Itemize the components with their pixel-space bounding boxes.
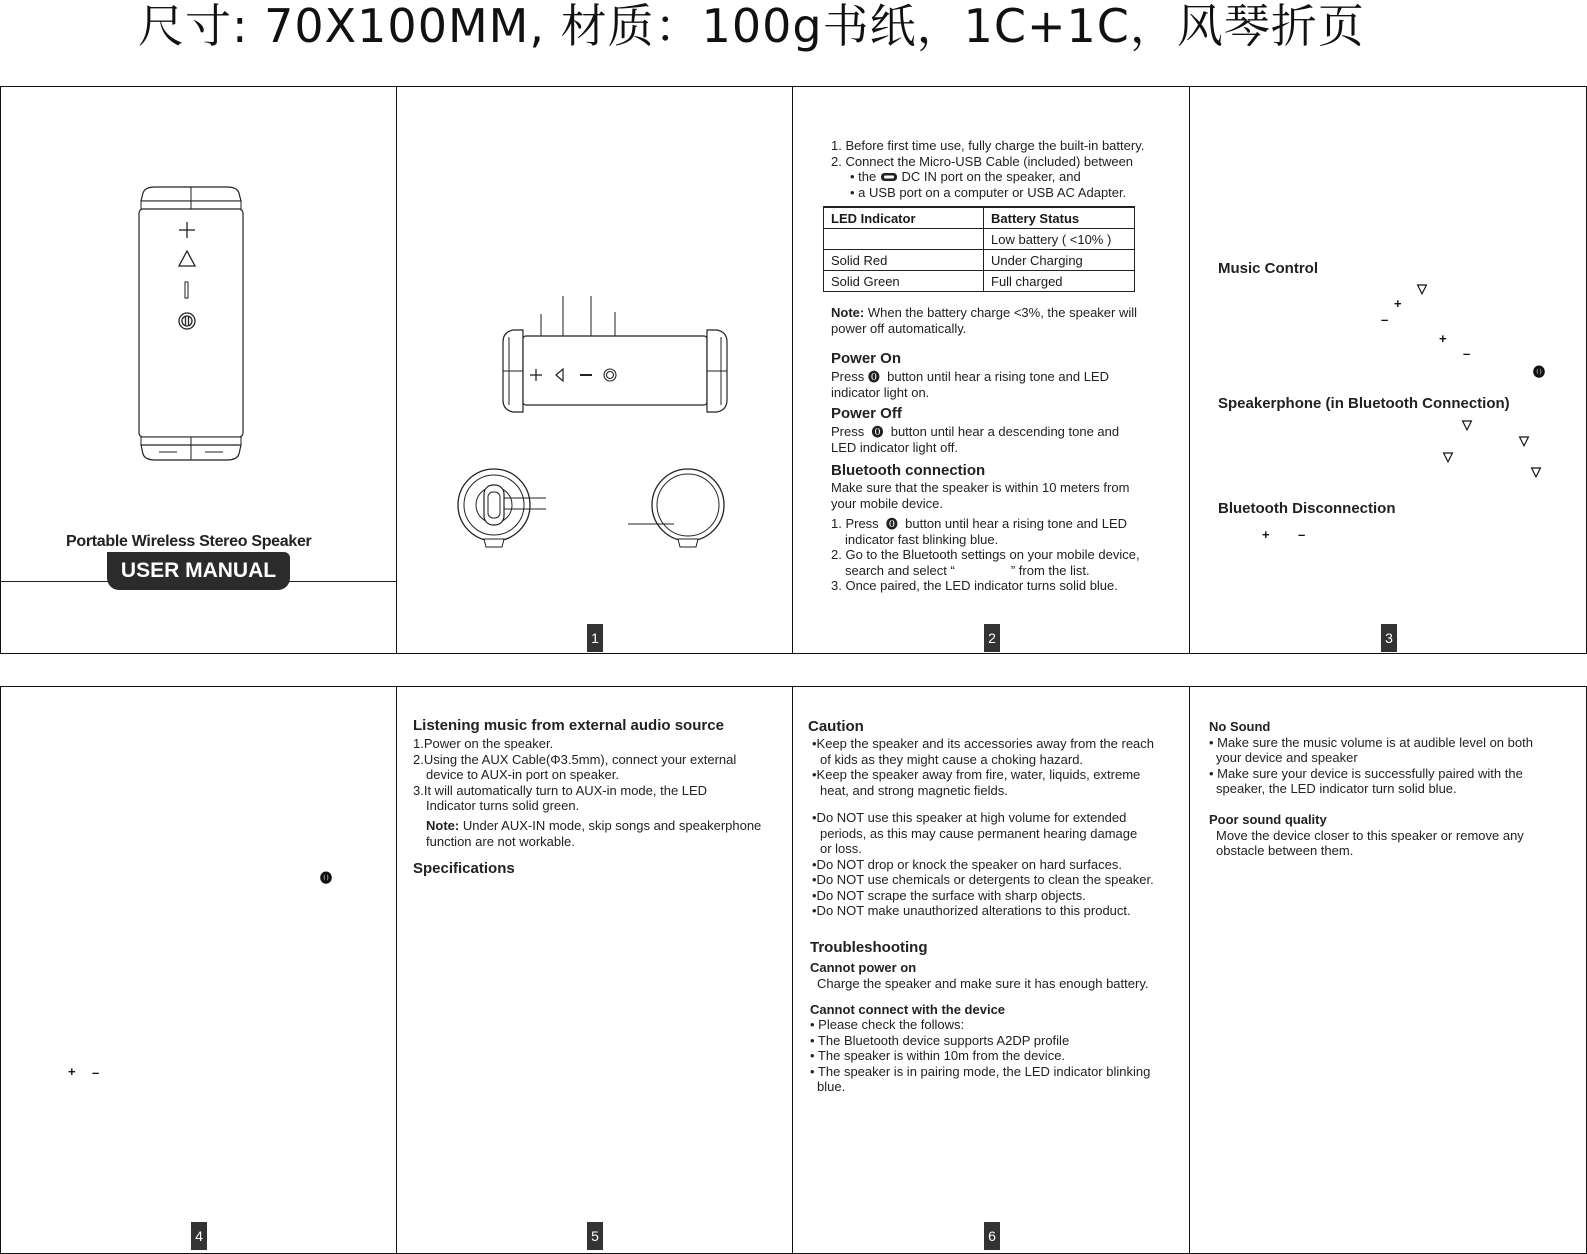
triangle-icon: ▽ (1462, 417, 1472, 432)
bluetooth-step-2: 2. Go to the Bluetooth settings on your mobile device, (831, 547, 1140, 562)
poor-quality-text-cont: obstacle between them. (1216, 843, 1354, 858)
fold-line (1189, 686, 1190, 1253)
cannot-connect-item-cont: blue. (817, 1079, 846, 1094)
caution-item: •Keep the speaker and its accessories away from the reach (812, 736, 1155, 751)
table-row (824, 250, 1135, 271)
fold-line (792, 86, 793, 653)
table-cell: Low battery ( <10% ) (984, 229, 1135, 250)
bluetooth-intro-cont: your mobile device. (831, 495, 943, 511)
speaker-end-grille-illustration (628, 465, 728, 551)
table-cell: Solid Green (824, 271, 984, 292)
speakerphone-title: Speakerphone (in Bluetooth Connection) (1218, 395, 1510, 412)
table-cell: Full charged (984, 271, 1135, 292)
caution-item: •Do NOT make unauthorized alterations to this product. (812, 903, 1131, 918)
cannot-connect-item: • The Bluetooth device supports A2DP profile (810, 1032, 1070, 1048)
power-icon: ⓿ (867, 370, 880, 384)
fold-line (396, 686, 397, 1253)
aux-title: Listening music from external audio source (413, 717, 724, 734)
bluetooth-step-1: 1. Press ⓿ button until hear a rising tone and LED (831, 516, 1128, 531)
user-manual-badge: USER MANUAL (107, 552, 290, 590)
page-number: 4 (191, 1222, 207, 1250)
aux-note-cont: function are not workable. (426, 833, 575, 849)
caution-item-cont: of kids as they might cause a choking hazard. (820, 751, 1084, 767)
no-sound-item-cont: your device and speaker (1216, 750, 1358, 765)
caution-item: •Do NOT drop or knock the speaker on hard surfaces. (812, 856, 1122, 872)
triangle-icon: ▽ (1531, 464, 1541, 479)
plus-icon: + (1262, 527, 1270, 542)
minus-icon (580, 374, 592, 376)
aux-step-1: 1.Power on the speaker. (413, 736, 554, 751)
no-sound-item: • Make sure your device is successfully paired with the (1209, 765, 1523, 781)
triangle-icon: ▽ (1443, 449, 1453, 464)
power-off-text-cont: LED indicator light off. (831, 439, 958, 455)
caution-item: •Do NOT scrape the surface with sharp objects. (812, 887, 1086, 903)
no-sound-title: No Sound (1209, 719, 1271, 734)
troubleshooting-title: Troubleshooting (810, 939, 928, 956)
fold-line (1189, 86, 1190, 653)
triangle-icon: ▽ (1519, 433, 1529, 448)
table-cell (824, 229, 984, 250)
bluetooth-intro: Make sure that the speaker is within 10 meters from (831, 480, 1130, 495)
speaker-side-illustration (503, 292, 727, 418)
charge-step-2: 2. Connect the Micro-USB Cable (included) between (831, 153, 1134, 169)
fold-line (396, 86, 397, 653)
caution-item-cont: or loss. (820, 841, 862, 856)
power-icon: ⓿ (320, 871, 333, 885)
speaker-end-aux-illustration (458, 465, 548, 551)
page-number: 2 (984, 624, 1000, 652)
page-number: 1 (587, 624, 603, 652)
cannot-connect-title: Cannot connect with the device (810, 1002, 1006, 1017)
caution-title: Caution (808, 718, 864, 735)
aux-step-2-cont: device to AUX-in port on speaker. (426, 767, 619, 782)
charge-bullet-2: • a USB port on a computer or USB AC Adapter. (850, 184, 1127, 200)
minus-icon: – (1298, 527, 1306, 542)
power-off-text: Press ⓿ button until hear a descending tone and (831, 424, 1120, 439)
battery-note-cont: power off automatically. (831, 320, 967, 336)
minus-icon: – (1463, 346, 1471, 361)
table-row (824, 229, 1135, 250)
power-icon: ⓿ (885, 517, 898, 531)
power-on-title: Power On (831, 350, 902, 367)
bt-disconnect-title: Bluetooth Disconnection (1218, 500, 1396, 517)
table-header-row (824, 207, 1135, 229)
music-control-title: Music Control (1218, 260, 1318, 277)
aux-step-3: 3.It will automatically turn to AUX-in mode, the LED (413, 782, 708, 798)
table-header-led: LED Indicator (824, 207, 984, 229)
fold-line (792, 686, 793, 1253)
plus-icon: + (1439, 331, 1447, 346)
power-icon: ⓿ (1533, 365, 1546, 379)
note-label: Note: (426, 818, 460, 833)
note-label: Note: (831, 305, 865, 320)
bluetooth-step-3: 3. Once paired, the LED indicator turns solid blue. (831, 578, 1118, 593)
table-cell: Under Charging (984, 250, 1135, 271)
cannot-connect-item: • The speaker is within 10m from the device. (810, 1048, 1066, 1063)
caution-item-cont: periods, as this may cause permanent hearing damage (820, 825, 1138, 841)
poor-quality-text: Move the device closer to this speaker or remove any (1216, 827, 1524, 843)
table-cell: Solid Red (824, 250, 984, 271)
charge-step-1: 1. Before first time use, fully charge the built-in battery. (831, 138, 1145, 153)
specifications-title: Specifications (413, 860, 515, 877)
led-status-table (823, 206, 1135, 292)
page-number: 6 (984, 1222, 1000, 1250)
table-row (824, 271, 1135, 292)
cannot-connect-item: • Please check the follows: (810, 1017, 965, 1032)
bluetooth-step-2-cont: search and select “ ” from the list. (845, 562, 1090, 578)
plus-icon: + (1394, 296, 1402, 311)
page-number: 5 (587, 1222, 603, 1250)
charge-bullet-1: • the DC IN port on the speaker, and (850, 169, 1081, 184)
minus-icon: – (92, 1065, 100, 1080)
product-name: Portable Wireless Stereo Speaker (66, 533, 312, 550)
aux-note: Note: Under AUX-IN mode, skip songs and speakerphone (426, 818, 762, 833)
caution-item: •Do NOT use chemicals or detergents to clean the speaker. (812, 872, 1154, 887)
caution-item: •Do NOT use this speaker at high volume for extended (812, 810, 1127, 825)
minus-icon: – (1381, 312, 1389, 327)
power-icon: ⓿ (871, 425, 884, 439)
bluetooth-title: Bluetooth connection (831, 462, 986, 479)
no-sound-item: • Make sure the music volume is at audible level on both (1209, 734, 1533, 750)
speaker-front-illustration (137, 187, 245, 462)
print-spec-heading: 尺寸: 70X100MM, 材质：100g书纸，1C+1C，风琴折页 (138, 0, 1365, 53)
caution-item: •Keep the speaker away from fire, water, liquids, extreme (812, 767, 1141, 782)
cannot-power-title: Cannot power on (810, 960, 917, 975)
power-on-text-cont: indicator light on. (831, 384, 930, 400)
no-sound-item-cont: speaker, the LED indicator turn solid blue. (1216, 781, 1457, 796)
aux-step-3-cont: Indicator turns solid green. (426, 798, 580, 813)
triangle-icon: ▽ (1417, 281, 1427, 296)
table-header-status: Battery Status (984, 207, 1135, 229)
micro-usb-icon (880, 172, 898, 182)
page-number: 3 (1381, 624, 1397, 652)
battery-note: Note: When the battery charge <3%, the speaker will (831, 305, 1138, 320)
power-off-title: Power Off (831, 405, 902, 422)
power-on-text: Press ⓿ button until hear a rising tone and LED (831, 369, 1109, 384)
cannot-power-text: Charge the speaker and make sure it has enough battery. (817, 976, 1149, 991)
caution-item-cont: heat, and strong magnetic fields. (820, 782, 1008, 798)
cannot-connect-item: • The speaker is in pairing mode, the LED indicator blinking (810, 1063, 1151, 1079)
bluetooth-step-1-cont: indicator fast blinking blue. (845, 531, 999, 547)
plus-icon: + (68, 1064, 76, 1079)
aux-step-2: 2.Using the AUX Cable(Φ3.5mm), connect your external (413, 751, 737, 767)
poor-quality-title: Poor sound quality (1209, 812, 1327, 827)
